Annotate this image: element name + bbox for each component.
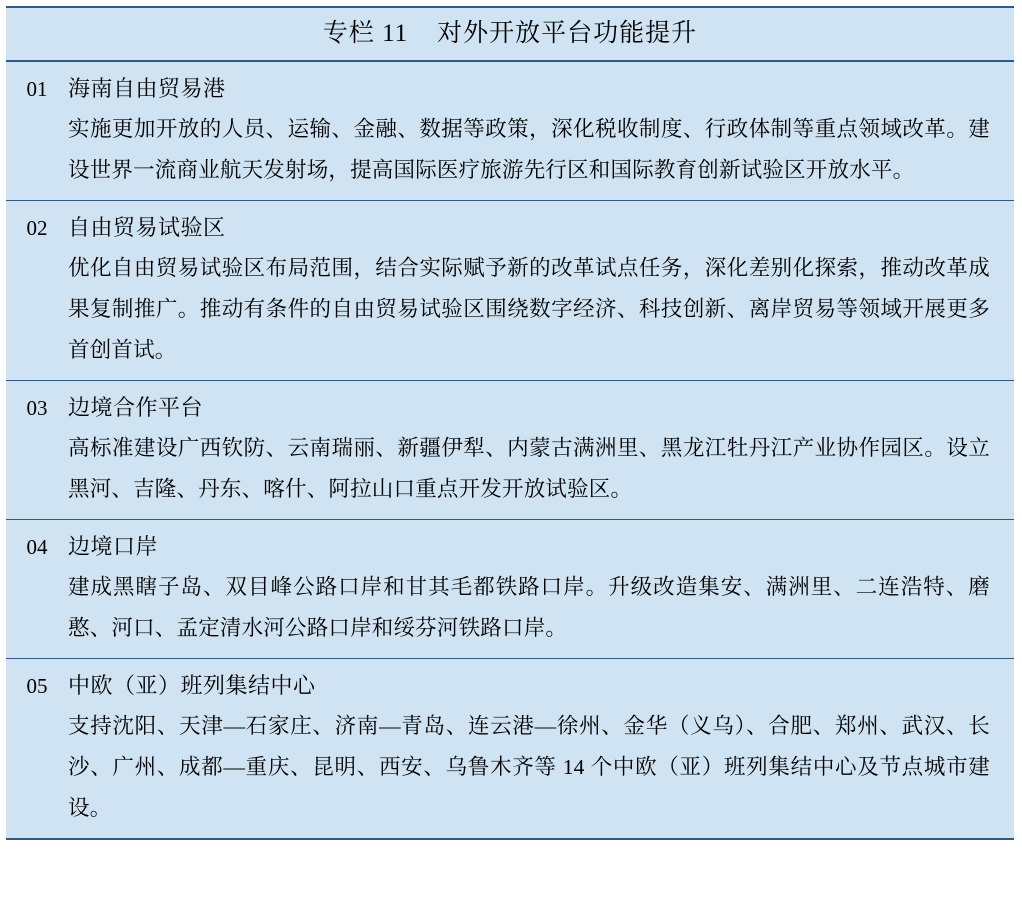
- item-number: 04: [26, 535, 48, 559]
- item-body: [68, 388, 1014, 510]
- page-title: 专栏 11 对外开放平台功能提升: [6, 8, 1014, 62]
- list-item: [6, 659, 1014, 838]
- item-text: 建成黑瞎子岛、双目峰公路口岸和甘其毛都铁路口岸。升级改造集安、满洲里、二连浩特、磨憨、河口、孟定清水河公路口岸和绥芬河铁路口岸。: [68, 575, 990, 640]
- item-text: 支持沈阳、天津—石家庄、济南—青岛、连云港—徐州、金华（义乌）、合肥、郑州、武汉、长沙、广州、成都—重庆、昆明、西安、乌鲁木齐等 14 个中欧（亚）班列集结中心及节点城市建设。: [68, 714, 990, 820]
- item-number: 03: [26, 396, 48, 420]
- item-text: 优化自由贸易试验区布局范围，结合实际赋予新的改革试点任务，深化差别化探索，推动改革成果复制推广。推动有条件的自由贸易试验区围绕数字经济、科技创新、离岸贸易等领域开展更多首创首试。: [68, 256, 990, 362]
- item-body: [68, 208, 1014, 371]
- list-item: [6, 381, 1014, 520]
- item-heading: 中欧（亚）班列集结中心: [68, 673, 316, 698]
- item-body: [68, 666, 1014, 829]
- item-number: 01: [26, 77, 48, 101]
- list-item: [6, 201, 1014, 381]
- item-body: [68, 527, 1014, 649]
- feature-box: [6, 6, 1014, 840]
- item-heading: 海南自由贸易港: [68, 76, 226, 101]
- item-body: [68, 69, 1014, 191]
- item-number: 05: [26, 674, 48, 698]
- item-text: 高标准建设广西钦防、云南瑞丽、新疆伊犁、内蒙古满洲里、黑龙江牡丹江产业协作园区。设立黑河、吉隆、丹东、喀什、阿拉山口重点开发开放试验区。: [68, 436, 990, 501]
- item-text: 实施更加开放的人员、运输、金融、数据等政策，深化税收制度、行政体制等重点领域改革。建设世界一流商业航天发射场，提高国际医疗旅游先行区和国际教育创新试验区开放水平。: [68, 117, 990, 182]
- list-item: [6, 520, 1014, 659]
- item-heading: 边境合作平台: [68, 395, 204, 420]
- list-item: [6, 62, 1014, 201]
- item-heading: 边境口岸: [68, 534, 159, 559]
- item-heading: 自由贸易试验区: [68, 215, 226, 240]
- item-number: 02: [26, 216, 48, 240]
